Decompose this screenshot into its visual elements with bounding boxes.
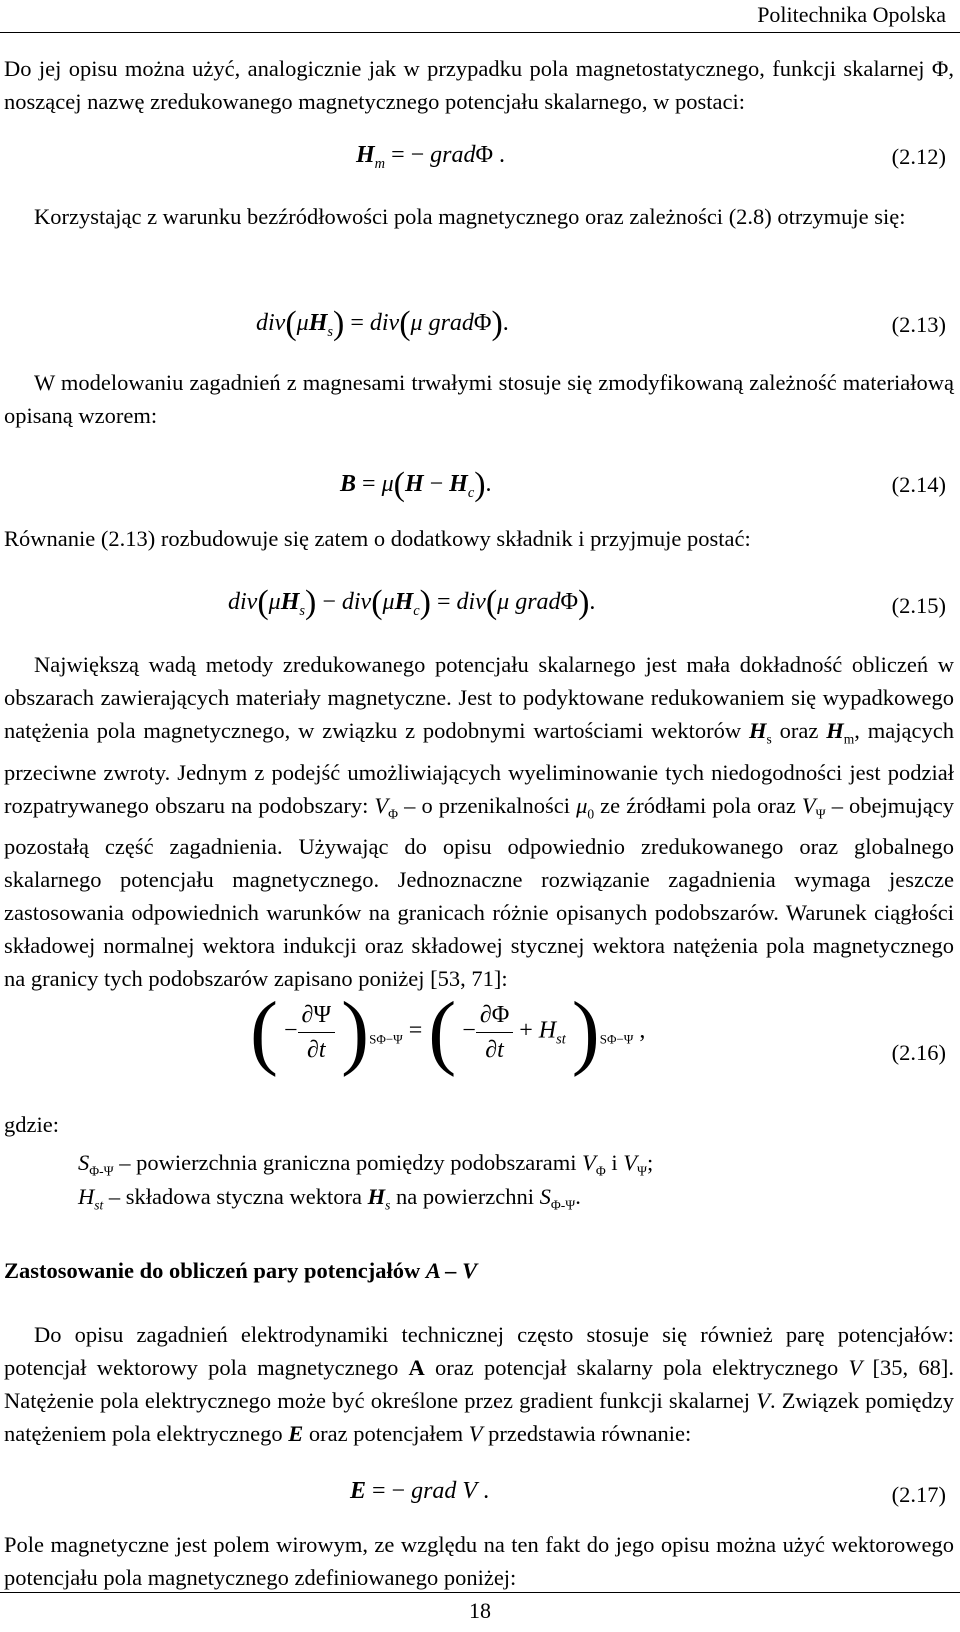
equation-2-15: $div(\mu H_s) - div(\mu H_c) = div(\mu$ gradΦ). xyxy=(228,584,596,621)
where-item-1: $S_{\Phi-\Psi}$ – powierzchnia graniczna pomiędzy podobszarami $V_\Phi$ i $V_\Psi$; xyxy=(78,1150,654,1179)
where-label: gdzie: xyxy=(4,1112,59,1137)
header-rule xyxy=(0,32,960,33)
equation-number-2-17: (2.17) xyxy=(891,1482,946,1507)
equation-2-13: $div(\mu H_s) = div(\mu$ gradΦ). xyxy=(256,305,509,342)
paragraph-4: Równanie (2.13) rozbudowuje się zatem o dodatkowy składnik i przyjmuje postać: xyxy=(4,526,751,551)
paragraph-1: Do jej opisu można użyć, analogicznie jak w przypadku pola magnetostatycznego, funkcji skalarnej Φ, noszącej nazwę zredukowanego magnetycznego potencjału skalarnego, w postaci: xyxy=(4,56,954,114)
paragraph-6: Do opisu zagadnień elektrodynamiki technicznej często stosuje się również parę potencjałów: potencjał wektorowy pola magnetycznego A oraz potencjał skalarny pola elektrycznego V [35, 68]. Natężenie pola elektrycznego może być określone przez gradient funkcji skalarnej V. Związek pomiędzy natężeniem pola elektrycznego E oraz potencjałem V przedstawia równanie: xyxy=(4,1322,954,1446)
equation-number-2-15: (2.15) xyxy=(891,593,946,618)
equation-number-2-14: (2.14) xyxy=(891,472,946,497)
paragraph-2: Korzystając z warunku bezźródłowości pola magnetycznego oraz zależności (2.8) otrzymuje się: xyxy=(34,204,906,229)
where-item-2: $H_{st}$ – składowa styczna wektora $H_s$ na powierzchni $S_{\Phi-\Psi}$. xyxy=(78,1184,581,1213)
equation-2-14: $B = \mu(H - H_c)$. xyxy=(340,466,492,503)
equation-2-12: $H_m$ = − gradΦ . xyxy=(356,142,506,172)
section-heading: Zastosowanie do obliczeń pary potencjałów A – V xyxy=(4,1258,478,1283)
paragraph-5: Największą wadą metody zredukowanego potencjału skalarnego jest mała dokładność obliczeń w obszarach zawierających materiały magnetyczne. Jest to podyktowane redukowaniem się wypadkowego natężenia pola magnetycznego, w związku z podobnymi wartościami wektorów $H_s$ oraz $H_m$, mających przeciwne zwroty. Jednym z podejść umożliwiających wyeliminowanie tych niedogodności jest podział rozpatrywanego obszaru na podobszary: $V_\Phi$ – o przenikalności $\mu_0$ ze źródłami pola oraz $V_\Psi$ – obejmujący pozostałą część zagadnienia. Używając do opisu odpowiednio zredukowanego oraz globalnego skalarnego potencjału magnetycznego. Jednoznaczne rozwiązanie zagadnienia wymaga jeszcze zastosowania odpowiednich warunków na granicach różnie opisanych podobszarów. Warunek ciągłości składowej normalnej wektora indukcji oraz składowej stycznej wektora natężenia pola magnetycznego na granicy tych podobszarów zapisano poniżej [53, 71]: xyxy=(4,652,954,991)
page-number: 18 xyxy=(469,1598,491,1623)
page-header: Politechnika Opolska xyxy=(757,2,946,27)
equation-number-2-16: (2.16) xyxy=(891,1040,946,1065)
paragraph-3: W modelowaniu zagadnień z magnesami trwałymi stosuje się zmodyfikowaną zależność materiałową opisaną wzorem: xyxy=(4,370,954,428)
footer-rule xyxy=(0,1592,960,1593)
equation-2-17: E = − grad V . xyxy=(350,1478,490,1504)
paragraph-7: Pole magnetyczne jest polem wirowym, ze względu na ten fakt do jego opisu można użyć wektorowego potencjału pola magnetycznego zdefiniowanego poniżej: xyxy=(4,1532,954,1590)
equation-2-16: ( − $\frac{\partial\Psi}{\partial t}$ )$_{S\Phi-\Psi}$ = ( − $\frac{\partial\Phi}{\partial t}$ + $H_{st}$ )$_{S\Phi-\Psi}$ , xyxy=(250,985,646,1078)
equation-number-2-12: (2.12) xyxy=(891,144,946,169)
equation-number-2-13: (2.13) xyxy=(891,312,946,337)
